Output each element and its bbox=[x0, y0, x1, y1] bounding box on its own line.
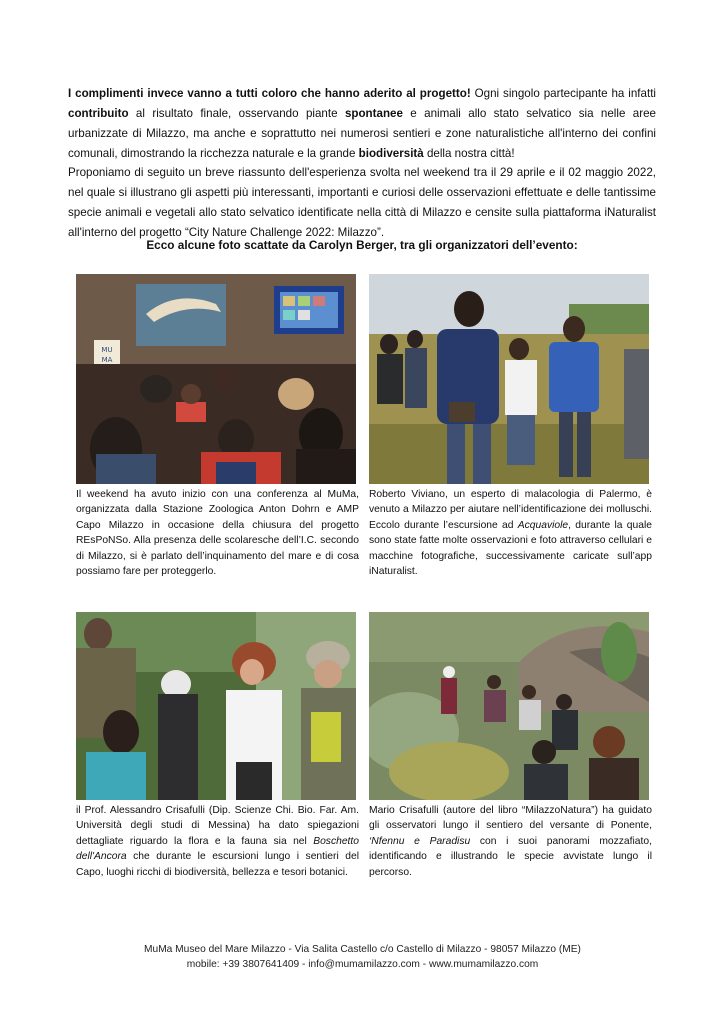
paragraph-text: della nostra città! bbox=[423, 147, 515, 160]
paragraph-text: al risultato finale, osservando piante bbox=[128, 107, 345, 120]
caption-text: con i suoi panorami mozzafiato, identificando e illustrando le specie avvistate lungo il percorso. bbox=[369, 835, 652, 878]
bold-text: biodiversità bbox=[358, 147, 424, 160]
photos-heading: Ecco alcune foto scattate da Carolyn Berger, tra gli organizzatori dell’evento: bbox=[146, 238, 578, 252]
muma-sign: MU bbox=[101, 346, 113, 354]
caption-text: Roberto Viviano, un esperto di malacologia di Palermo, è venuto a Milazzo per aiutare nell’identificazione dei molluschi. Eccolo durante l’escursione ad bbox=[369, 489, 652, 531]
bold-text: spontanee bbox=[344, 107, 403, 120]
intro-paragraph bbox=[68, 84, 656, 164]
caption-italic: Acquaviole bbox=[517, 519, 569, 531]
caption-botanist bbox=[76, 803, 359, 880]
bold-text: contribuito bbox=[68, 107, 129, 120]
paragraph-text: Ogni singolo partecipante ha infatti bbox=[470, 87, 656, 100]
paragraph-text: e animali allo stato selvatico sia nelle aree urbanizzate di Milazzo, ma anche e soprattutto nei numerosi sentieri e zone naturalistiche all'interno dei confini comunali, dimostrando la ricchezza naturale e la grande bbox=[68, 107, 656, 160]
footer-address: MuMa Museo del Mare Milazzo - Via Salita Castello c/o Castello di Milazzo - 98057 Milazzo (ME) bbox=[144, 944, 581, 955]
caption-conference: Il weekend ha avuto inizio con una conferenza al MuMa, organizzata dalla Stazione Zoologica Anton Dohrn e AMP Capo Milazzo in occasione della chiusura del progetto REsPoNSo. Alla presenza delle scolaresche dell’I.C. secondo di Milazzo, si è parlato dell’inquinamento del mare e di cosa possiamo fare per proteggerlo. bbox=[76, 489, 359, 578]
hiking-trail-photo bbox=[369, 612, 649, 800]
caption-text: Mario Crisafulli (autore del libro “MilazzoNatura”) ha guidato gli osservatori lungo il sentiero del versante di Ponente, bbox=[369, 805, 652, 832]
caption-malacology bbox=[369, 487, 652, 579]
caption-hike bbox=[369, 803, 652, 880]
summary-paragraph: Proponiamo di seguito un breve riassunto dell'esperienza svolta nel weekend tra il 29 aprile e il 02 maggio 2022, nel quale si illustrano gli aspetti più interessanti, importanti e curiosi delle osservazioni effettuate e delle tantissime specie animali e vegetali allo stato selvatico identificate nella città di Milazzo e censite sulla piattaforma iNaturalist all'interno del progetto “City Nature Challenge 2022: Milazzo”. bbox=[68, 166, 656, 239]
bold-text: I complimenti invece vanno a tutti coloro che hanno aderito al progetto! bbox=[68, 87, 471, 100]
conference-photo bbox=[76, 274, 356, 484]
caption-text: il Prof. Alessandro Crisafulli (Dip. Scienze Chi. Bio. Far. Am. Università degli studi di Messina) ha dato spiegazioni dettagliate riguardo la flora e la fauna sia nel bbox=[76, 805, 359, 847]
caption-text: che durante le escursioni lungo i sentieri del Capo, luoghi ricchi di biodiversità, bellezza e tesori botanici. bbox=[76, 851, 359, 878]
svg-text:MA: MA bbox=[101, 356, 113, 364]
caption-text: , durante la quale sono state fatte molte osservazioni e foto attraverso cellulari e macchine fotografiche, successivamente caricate sull’app iNaturalist. bbox=[369, 519, 652, 578]
botany-explanation-photo bbox=[76, 612, 356, 800]
caption-italic: Boschetto dell'Ancora bbox=[76, 835, 359, 863]
footer-contact: mobile: +39 3807641409 - info@mumamilazzo.com - www.mumamilazzo.com bbox=[186, 959, 539, 970]
caption-italic: ‘Nfennu e Paradisu bbox=[369, 835, 471, 847]
malacology-excursion-photo bbox=[369, 274, 649, 484]
